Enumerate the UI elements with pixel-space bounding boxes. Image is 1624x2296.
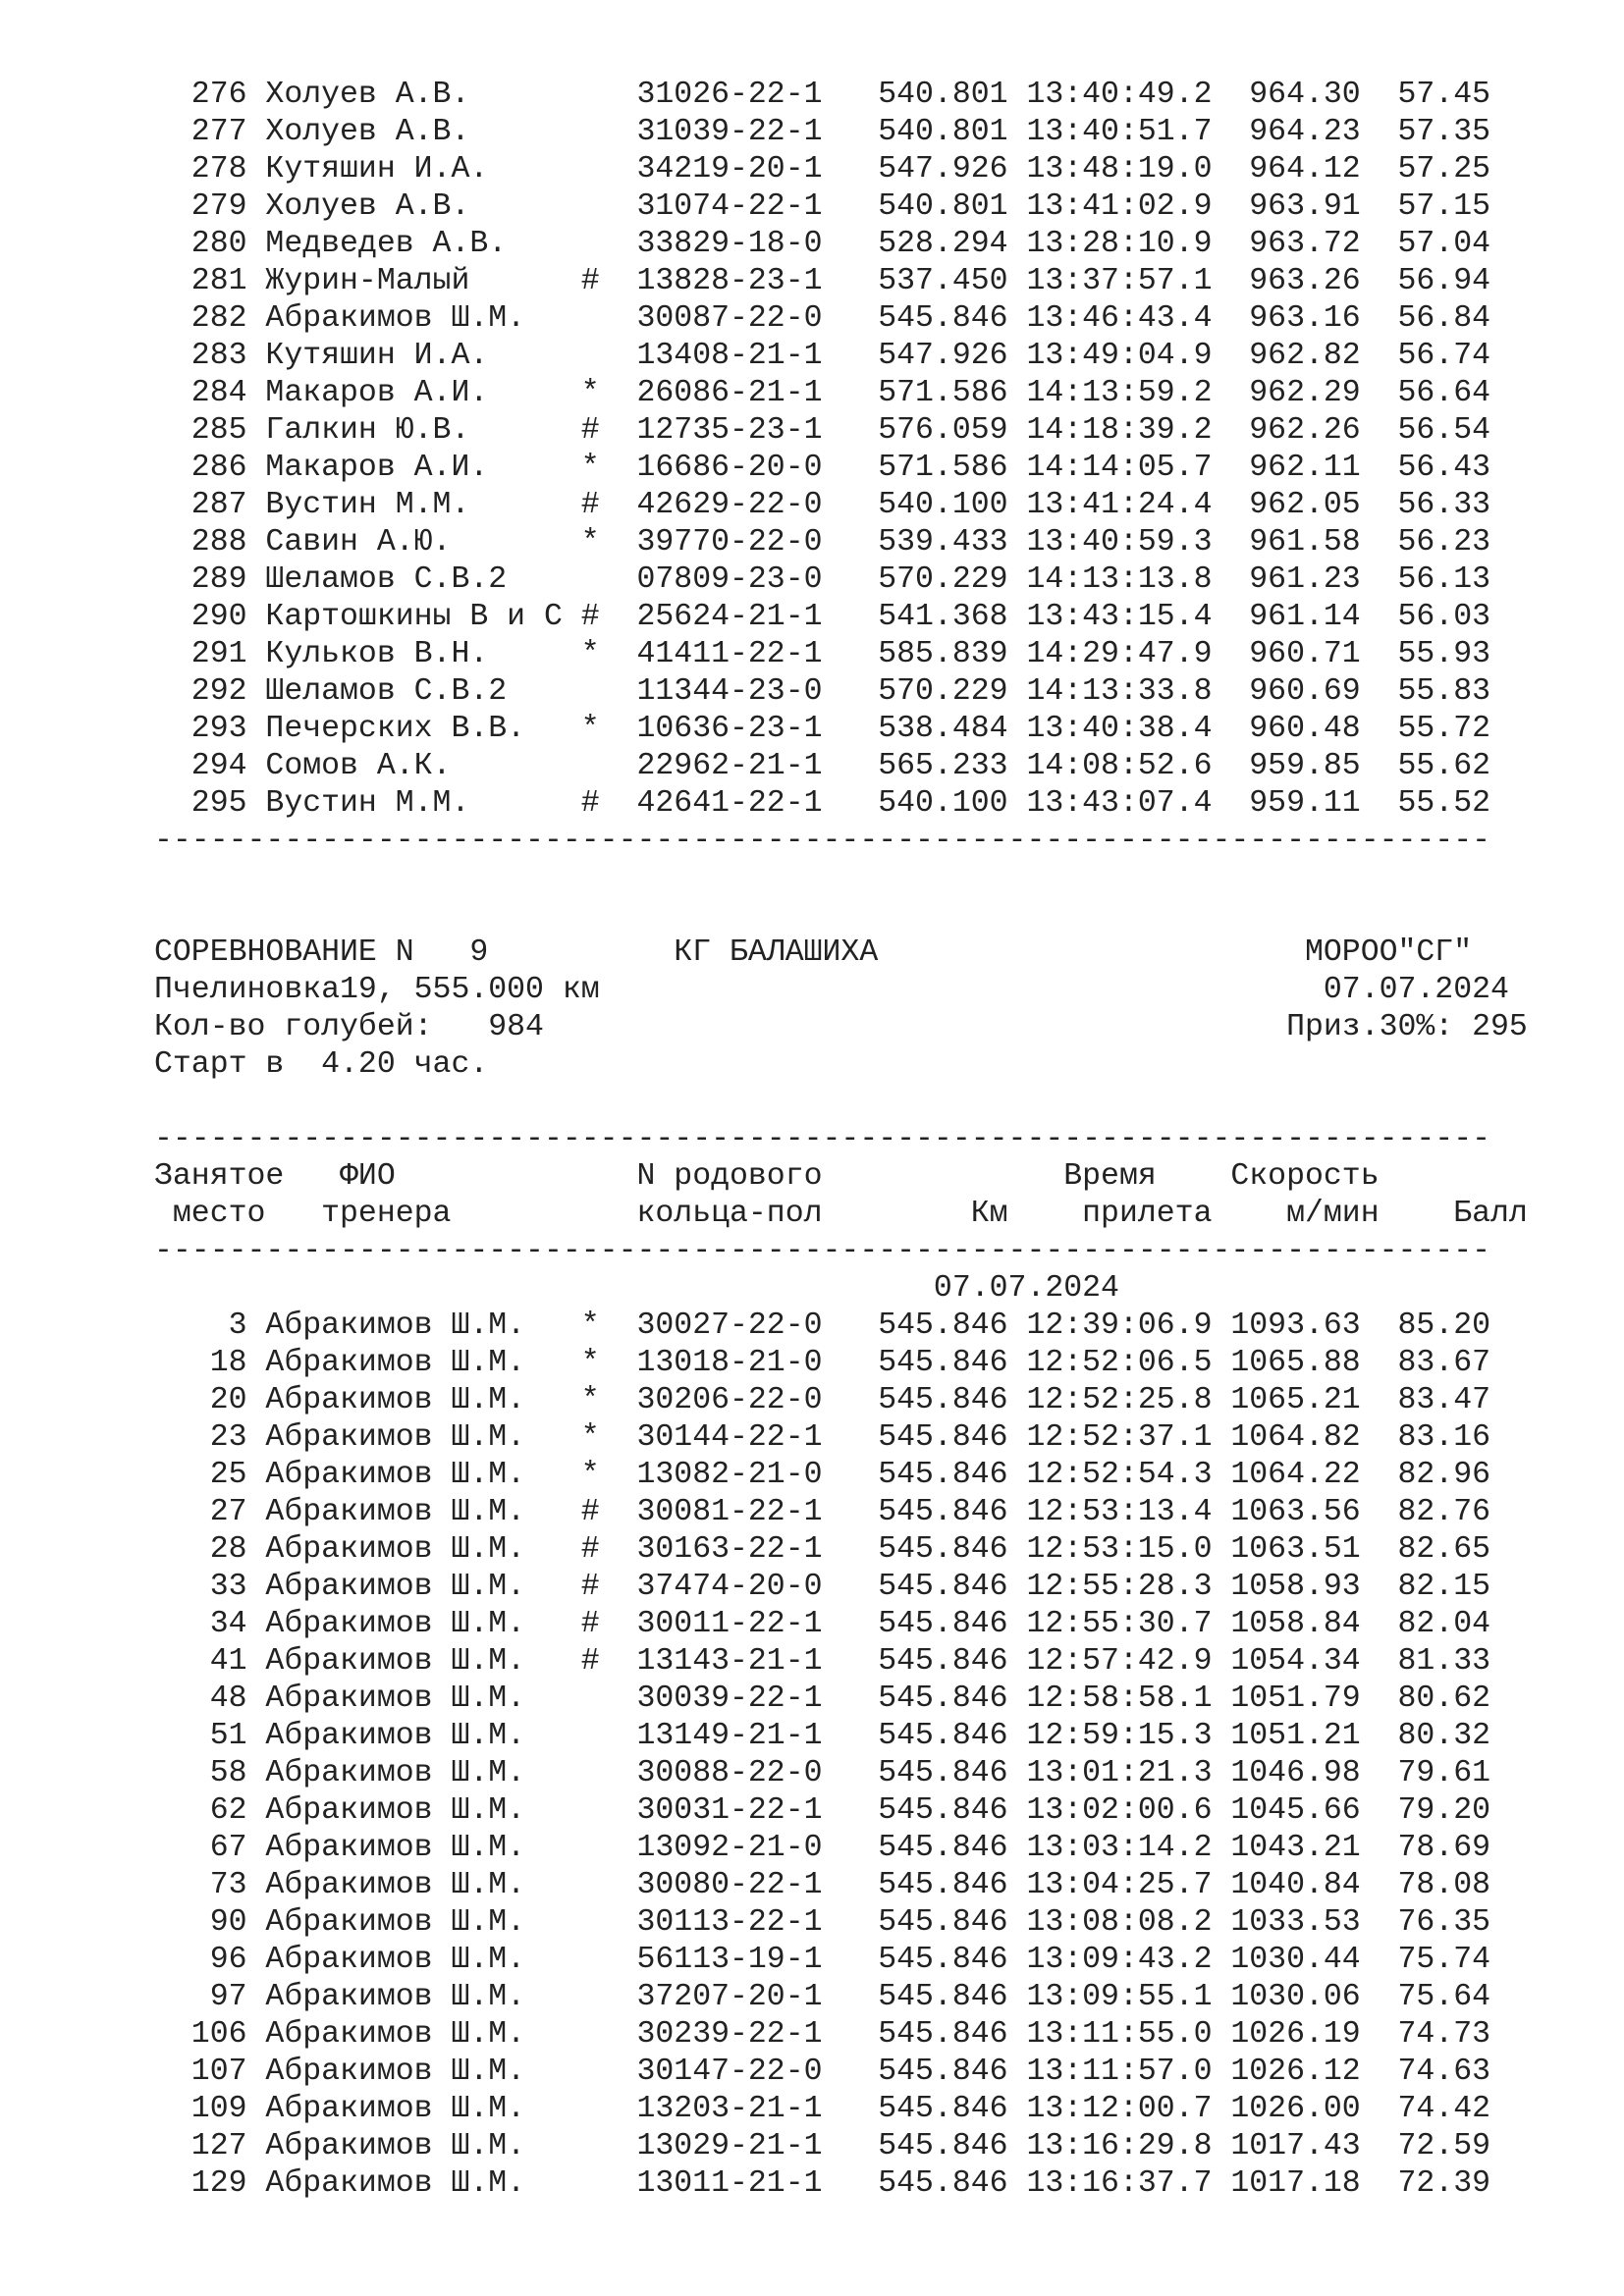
result-row: 276 Холуев А.В. 31026-22-1 540.801 13:40:49.2 964.30 57.45 [154,78,1491,112]
separator-line: ------------------------------------------------------------------------ [154,824,1491,858]
result-row: 286 Макаров А.И. * 16686-20-0 571.586 14:14:05.7 962.11 56.43 [154,451,1491,485]
result-row: 109 Абракимов Ш.М. 13203-21-1 545.846 13:12:00.7 1026.00 74.42 [154,2092,1491,2126]
result-row: 291 Кульков В.Н. * 41411-22-1 585.839 14:29:47.9 960.71 55.93 [154,637,1491,671]
result-row: 51 Абракимов Ш.М. 13149-21-1 545.846 12:59:15.3 1051.21 80.32 [154,1719,1491,1753]
previous-results-table [154,77,1588,823]
result-row: 294 Сомов А.К. 22962-21-1 565.233 14:08:52.6 959.85 55.62 [154,749,1491,783]
result-row: 282 Абракимов Ш.М. 30087-22-0 545.846 13:46:43.4 963.16 56.84 [154,301,1491,336]
result-row: 127 Абракимов Ш.М. 13029-21-1 545.846 13:16:29.8 1017.43 72.59 [154,2129,1491,2163]
competition-title-line: СОРЕВНОВАНИЕ N 9 КГ БАЛАШИХА МОРОО"СГ" [154,935,1473,970]
result-row: 284 Макаров А.И. * 26086-21-1 571.586 14:13:59.2 962.29 56.64 [154,376,1491,410]
result-row: 279 Холуев А.В. 31074-22-1 540.801 13:41:02.9 963.91 57.15 [154,189,1491,224]
route-date-line: Пчелиновка19, 555.000 км 07.07.2024 [154,973,1509,1007]
separator-line: ------------------------------------------------------------------------ [154,1234,1491,1268]
result-row: 34 Абракимов Ш.М. # 30011-22-1 545.846 12:55:30.7 1058.84 82.04 [154,1607,1491,1641]
result-row: 23 Абракимов Ш.М. * 30144-22-1 545.846 12:52:37.1 1064.82 83.16 [154,1420,1491,1455]
result-row: 58 Абракимов Ш.М. 30088-22-0 545.846 13:01:21.3 1046.98 79.61 [154,1756,1491,1790]
column-header-line-2: место тренера кольца-пол Км прилета м/мин Балл [154,1197,1528,1231]
result-row: 48 Абракимов Ш.М. 30039-22-1 545.846 12:58:58.1 1051.79 80.62 [154,1682,1491,1716]
result-row: 33 Абракимов Ш.М. # 37474-20-0 545.846 12:55:28.3 1058.93 82.15 [154,1570,1491,1604]
result-row: 73 Абракимов Ш.М. 30080-22-1 545.846 13:04:25.7 1040.84 78.08 [154,1868,1491,1902]
result-row: 285 Галкин Ю.В. # 12735-23-1 576.059 14:18:39.2 962.26 56.54 [154,413,1491,448]
result-row: 278 Кутяшин И.А. 34219-20-1 547.926 13:48:19.0 964.12 57.25 [154,152,1491,187]
result-row: 280 Медведев А.В. 33829-18-0 528.294 13:28:10.9 963.72 57.04 [154,227,1491,261]
result-row: 290 Картошкины В и С # 25624-21-1 541.368 13:43:15.4 961.14 56.03 [154,600,1491,634]
result-row: 27 Абракимов Ш.М. # 30081-22-1 545.846 12:53:13.4 1063.56 82.76 [154,1495,1491,1529]
result-row: 107 Абракимов Ш.М. 30147-22-0 545.846 13:11:57.0 1026.12 74.63 [154,2055,1491,2089]
result-row: 28 Абракимов Ш.М. # 30163-22-1 545.846 12:53:15.0 1063.51 82.65 [154,1532,1491,1567]
result-row: 287 Вустин М.М. # 42629-22-0 540.100 13:41:24.4 962.05 56.33 [154,488,1491,522]
result-row: 96 Абракимов Ш.М. 56113-19-1 545.846 13:09:43.2 1030.44 75.74 [154,1943,1491,1977]
result-row: 281 Журин-Малый # 13828-23-1 537.450 13:37:57.1 963.26 56.94 [154,264,1491,298]
result-row: 18 Абракимов Ш.М. * 13018-21-0 545.846 12:52:06.5 1065.88 83.67 [154,1346,1491,1380]
pigeon-count-prize-line: Кол-во голубей: 984 Приз.30%: 295 [154,1010,1528,1044]
date-line: 07.07.2024 [154,1271,1119,1306]
result-row: 20 Абракимов Ш.М. * 30206-22-0 545.846 12:52:25.8 1065.21 83.47 [154,1383,1491,1417]
result-row: 283 Кутяшин И.А. 13408-21-1 547.926 13:49:04.9 962.82 56.74 [154,339,1491,373]
result-row: 129 Абракимов Ш.М. 13011-21-1 545.846 13:16:37.7 1017.18 72.39 [154,2166,1491,2201]
result-row: 62 Абракимов Ш.М. 30031-22-1 545.846 13:02:00.6 1045.66 79.20 [154,1793,1491,1828]
result-row: 292 Шеламов С.В.2 11344-23-0 570.229 14:13:33.8 960.69 55.83 [154,674,1491,709]
column-header-line-1: Занятое ФИО N родового Время Скорость [154,1159,1380,1194]
results-table [154,1308,1588,2203]
result-row: 277 Холуев А.В. 31039-22-1 540.801 13:40:51.7 964.23 57.35 [154,115,1491,149]
result-row: 41 Абракимов Ш.М. # 13143-21-1 545.846 12:57:42.9 1054.34 81.33 [154,1644,1491,1679]
result-row: 97 Абракимов Ш.М. 37207-20-1 545.846 13:09:55.1 1030.06 75.64 [154,1980,1491,2014]
result-row: 289 Шеламов С.В.2 07809-23-0 570.229 14:13:13.8 961.23 56.13 [154,562,1491,597]
result-row: 106 Абракимов Ш.М. 30239-22-1 545.846 13:11:55.0 1026.19 74.73 [154,2017,1491,2052]
results-page [154,77,1588,2203]
result-row: 295 Вустин М.М. # 42641-22-1 540.100 13:43:07.4 959.11 55.52 [154,786,1491,821]
result-row: 90 Абракимов Ш.М. 30113-22-1 545.846 13:08:08.2 1033.53 76.35 [154,1905,1491,1940]
separator-line: ------------------------------------------------------------------------ [154,1122,1491,1156]
result-row: 25 Абракимов Ш.М. * 13082-21-0 545.846 12:52:54.3 1064.22 82.96 [154,1458,1491,1492]
result-row: 67 Абракимов Ш.М. 13092-21-0 545.846 13:03:14.2 1043.21 78.69 [154,1831,1491,1865]
start-time-line: Старт в 4.20 час. [154,1047,489,1082]
result-row: 288 Савин А.Ю. * 39770-22-0 539.433 13:40:59.3 961.58 56.23 [154,525,1491,560]
result-row: 293 Печерских В.В. * 10636-23-1 538.484 13:40:38.4 960.48 55.72 [154,712,1491,746]
result-row: 3 Абракимов Ш.М. * 30027-22-0 545.846 12:39:06.9 1093.63 85.20 [154,1308,1491,1343]
